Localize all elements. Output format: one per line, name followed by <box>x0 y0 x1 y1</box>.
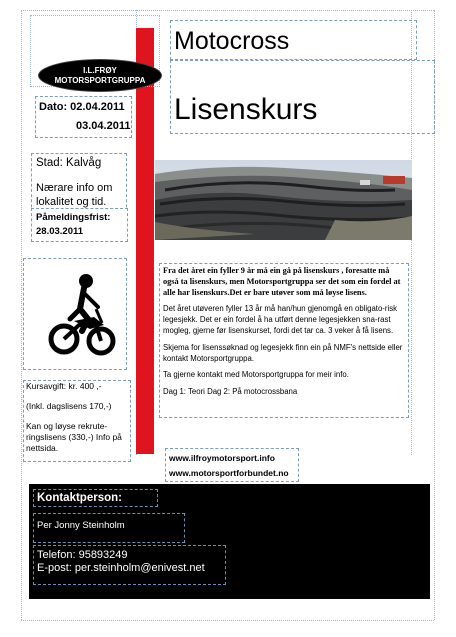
logo <box>38 59 162 92</box>
body-paragraph-4: Ta gjerne kontakt med Motorsportgruppa for meir info. <box>163 370 349 380</box>
page-subtitle: Lisenskurs <box>174 93 318 126</box>
fee-recruit: Kan og løyse rekrute-ringslisens (330,-) Info på nettsida. <box>26 421 122 453</box>
contact-email[interactable]: E-post: per.steinholm@enivest.net <box>37 562 205 574</box>
page-title: Motocross <box>174 27 290 55</box>
links-box <box>165 448 299 482</box>
racetrack-photo <box>155 160 412 240</box>
contact-details-box <box>33 545 226 585</box>
body-paragraph-2: Det året utøveren fyller 13 år må han/hun gjenomgå en obligato-risk legesjekk. Det er ein fordel å ha utført denne legesjekken sna-rast mogleg, gjerne før lisenskurset, fordi det tar ca. 3 veker å få lisens. <box>163 304 398 335</box>
deadline-label: Påmeldingsfrist: <box>36 212 111 223</box>
body-paragraph-5: Dag 1: Teori Dag 2: På motocrossbana <box>163 387 298 397</box>
date-2: 03.04.2011 <box>76 120 131 132</box>
contact-name-box <box>33 513 185 543</box>
body-paragraph-1: Fra det året ein fyller 9 år må ein gå på lisenskurs , foresatte må også ta lisenskurs, men Motorsportgruppa ser det som ein fordel at alle har lisenskurs.Det er bare utøver som må løyse lisens. <box>163 266 401 297</box>
logo-line1: I.L.FRØY <box>83 66 117 75</box>
body-text-box <box>159 263 409 418</box>
title-box <box>170 20 417 60</box>
federation-link[interactable]: www.motorsportforbundet.no <box>169 468 289 478</box>
rider-illustration-frame <box>23 258 127 370</box>
racetrack-image <box>155 160 412 240</box>
date-1: 02.04.2011 <box>70 101 125 113</box>
fee-included: (Inkl. dagslisens 170,-) <box>26 401 112 411</box>
venue-place: Stad: Kalvåg <box>36 157 102 169</box>
contact-footer <box>29 484 430 599</box>
website-link[interactable]: www.ilfroymotorsport.info <box>169 453 275 463</box>
dates-label: Dato: <box>39 101 68 113</box>
motocross-rider-icon <box>24 259 126 369</box>
contact-heading-box <box>33 489 158 507</box>
accent-bar <box>136 28 154 454</box>
dates-box <box>35 96 132 138</box>
margin-guide-left <box>21 10 22 620</box>
subtitle-box <box>170 60 435 134</box>
contact-phone: Telefon: 95893249 <box>37 549 128 561</box>
fee-course: Kursavgift: kr. 400 ,- <box>26 381 102 391</box>
deadline-date: 28.03.2011 <box>36 226 84 237</box>
margin-guide-bottom <box>21 620 434 621</box>
deadline-box <box>31 208 128 242</box>
fees-box <box>23 380 131 462</box>
venue-info: Nærare info om lokalitet og tid. <box>36 182 113 208</box>
contact-name: Per Jonny Steinholm <box>37 520 125 531</box>
margin-guide-top <box>21 10 434 11</box>
logo-line2: MOTORSPORTGRUPPA <box>54 76 146 85</box>
body-paragraph-3: Skjema for lisenssøknad og legesjekk finn ein på NMF's nettside eller kontakt Motorsportgruppa. <box>163 342 403 363</box>
contact-heading: Kontaktperson: <box>37 492 122 504</box>
